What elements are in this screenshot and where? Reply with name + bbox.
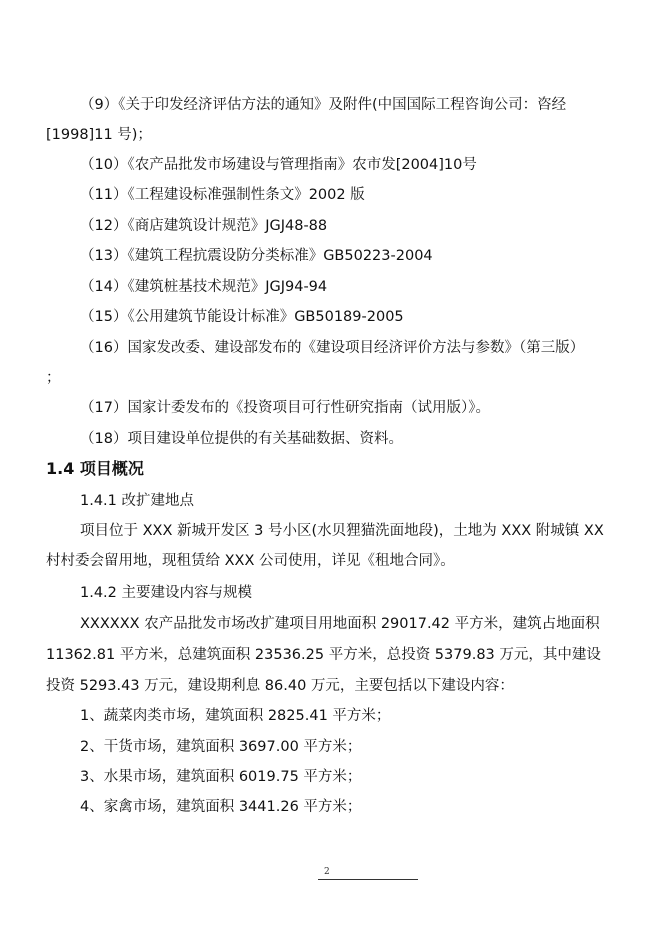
reference-item-12: （12）《商店建筑设计规范》JGJ48-88 [80,218,328,234]
reference-item-10: （10）《农产品批发市场建设与管理指南》农市发[2004]10号 [80,157,477,173]
reference-item-11: （11）《工程建设标准强制性条文》2002 版 [80,187,365,203]
reference-item-18: （18）项目建设单位提供的有关基础数据、资料。 [80,431,403,447]
content-item-2: 2、干货市场，建筑面积 3697.00 平方米； [80,739,362,755]
footer-rule [318,879,418,880]
location-paragraph-line-1: 项目位于 XXX 新城开发区 3 号小区(水贝狸猫洗面地段)，土地为 XXX 附城镇 XX [80,523,604,539]
scope-paragraph-line-3: 投资 5293.43 万元，建设期利息 86.40 万元，主要包括以下建设内容： [46,678,514,694]
reference-item-16-cont: ； [46,370,61,386]
content-item-1: 1、蔬菜肉类市场，建筑面积 2825.41 平方米； [80,708,391,724]
scope-paragraph-line-2: 11362.81 平方米，总建筑面积 23536.25 平方米，总投资 5379.83 万元，其中建设 [46,647,601,663]
subsection-heading-scope: 1.4.2 主要建设内容与规模 [80,585,253,601]
scope-paragraph-line-1: XXXXXX 农产品批发市场改扩建项目用地面积 29017.42 平方米，建筑占地面积 [80,616,600,632]
reference-item-9: （9）《关于印发经济评估方法的通知》及附件(中国国际工程咨询公司：咨经 [80,97,567,113]
reference-item-16: （16）国家发改委、建设部发布的《建设项目经济评价方法与参数》（第三版） [80,340,585,356]
content-item-3: 3、水果市场，建筑面积 6019.75 平方米； [80,769,362,785]
subsection-heading-location: 1.4.1 改扩建地点 [80,493,195,509]
reference-item-15: （15）《公用建筑节能设计标准》GB50189-2005 [80,309,404,325]
location-paragraph-line-2: 村村委会留用地，现租赁给 XXX 公司使用，详见《租地合同》。 [46,553,455,569]
reference-item-13: （13）《建筑工程抗震设防分类标准》GB50223-2004 [80,248,433,264]
reference-item-9-cont: [1998]11 号)； [46,127,152,143]
reference-item-14: （14）《建筑桩基技术规范》JGJ94-94 [80,279,328,295]
section-heading: 1.4 项目概况 [46,459,144,478]
reference-item-17: （17）国家计委发布的《投资项目可行性研究指南（试用版）》。 [80,400,490,416]
content-item-4: 4、家禽市场，建筑面积 3441.26 平方米； [80,799,362,815]
page-number: 2 [324,867,330,877]
